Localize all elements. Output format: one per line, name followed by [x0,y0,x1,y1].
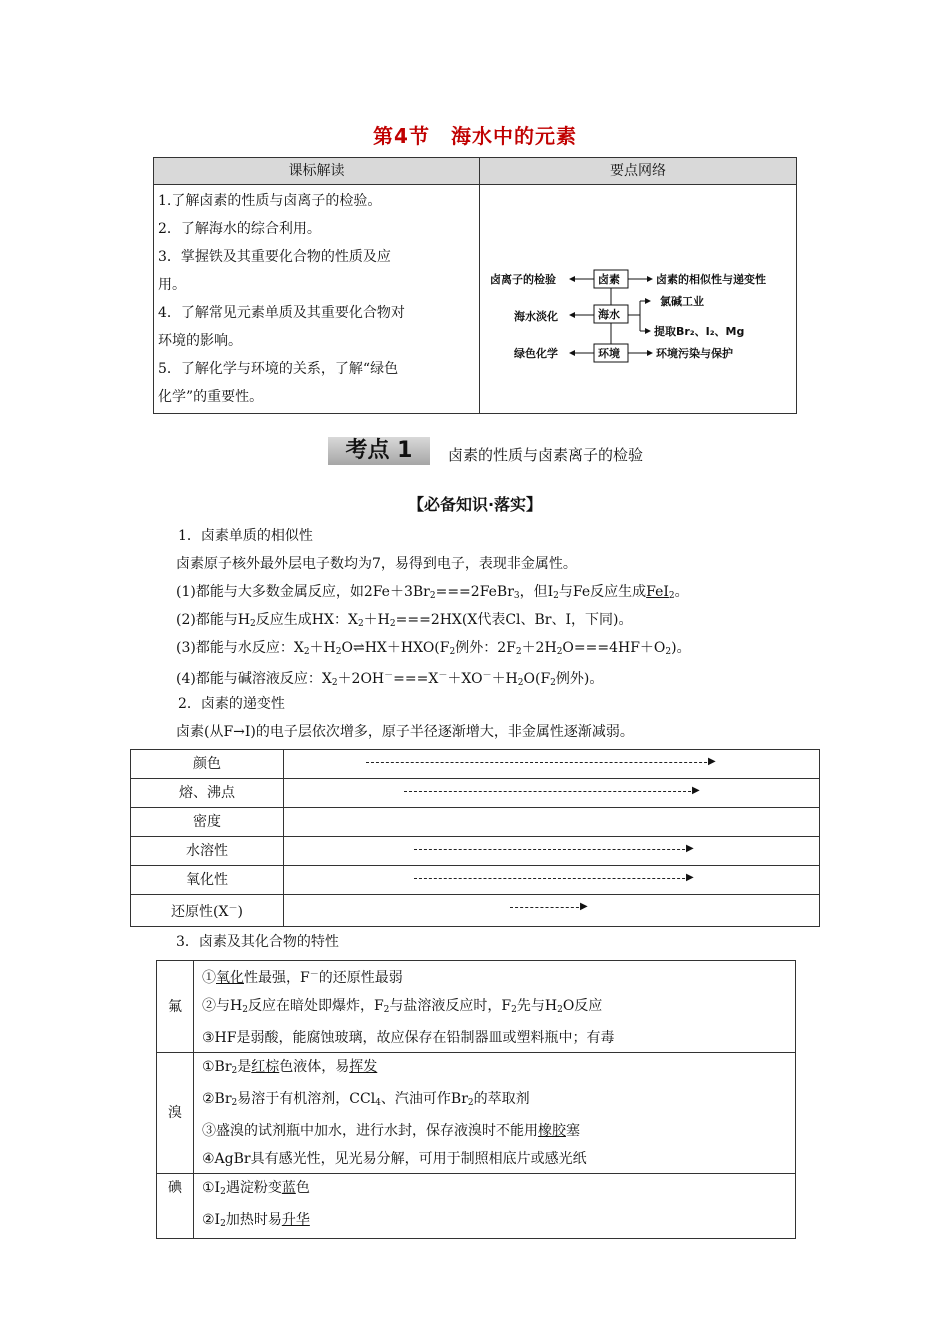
trend-arrow: ▶ [284,750,819,778]
trend-label: 熔、沸点 [131,779,284,808]
objective-line: 3．掌握铁及其重要化合物的性质及应 [158,249,391,265]
trend-cell [284,750,820,779]
similarity-point-4: (4)都能与碱溶液反应：$X_2+2OH^-===X^-+XO^-+H_2O(F_2$例外)。 [176,671,604,688]
element-bromine: 溴 [157,1053,194,1174]
node-extraction: 提取Br₂、I₂、Mg [654,325,745,338]
objective-line: 4．了解常见元素单质及其重要化合物对 [158,305,405,321]
bromine-line-2: $②Br_2$易溶于有机溶剂，CCl$_4$、汽油可作$Br_2$的萃取剂 [202,1091,530,1108]
node-desalination: 海水淡化 [514,310,558,323]
fluorine-line-1: ①氧化性最强，F－的还原性最弱 [202,970,403,986]
objective-line: 2．了解海水的综合利用。 [158,221,321,237]
trend-arrow: ▶ [284,895,819,923]
element-iodine: 碘 [157,1174,194,1239]
trend-cell [284,895,820,927]
section-header: 【必备知识·落实】 [407,495,543,514]
trend-arrow: ▶ [284,779,819,807]
trend-table [130,749,820,927]
table-row [131,837,820,866]
kaodian-title: 卤素的性质与卤素离子的检验 [448,446,644,464]
trend-label: 颜色 [131,750,284,779]
kaodian-badge: 考点 1 [328,437,430,465]
similarity-point-3: (3)都能与水反应：$X_2+H_2O\rightleftharpoons HX+HXO(F_2$例外：$2F_2+2H_2O===4HF+O_2$)。 [176,640,691,657]
overview-table [153,157,797,414]
table-row [131,895,820,927]
table-row [131,808,820,837]
fluorine-line-3: ③HF是弱酸，能腐蚀玻璃，故应保存在铅制器皿或塑料瓶中；有毒 [202,1030,615,1046]
similarity-point-1: (1)都能与大多数金属反应，如$2Fe+3Br_2===2FeBr_3$，但$I_2$与Fe反应生成FeI$_2$。 [176,584,689,601]
objective-line: 用。 [158,277,186,293]
table-row [131,779,820,808]
node-pollution: 环境污染与保护 [656,347,733,360]
trend-cell [284,779,820,808]
objective-line: 化学”的重要性。 [158,389,264,405]
trend-arrow: ▶ [284,837,819,865]
table-row [131,866,820,895]
similarity-heading: 1．卤素单质的相似性 [178,528,313,544]
objective-line: 1.了解卤素的性质与卤离子的检验。 [158,193,382,209]
iodine-line-2: $②I_2$加热时易升华 [202,1212,310,1229]
objectives-header: 课标解读 [154,158,480,185]
page-title: 第4节 海水中的元素 [373,124,577,148]
special-table [156,960,796,1239]
node-seawater: 海水 [598,308,620,321]
bromine-line-3: ③盛溴的试剂瓶中加水，进行水封，保存液溴时不能用橡胶塞 [202,1123,580,1139]
trend-cell [284,866,820,895]
trend-cell [284,837,820,866]
objective-line: 环境的影响。 [158,333,242,349]
trend-label: 氧化性 [131,866,284,895]
network-cell [480,185,797,414]
fluorine-line-2: ②与$H_2$反应在暗处即爆炸，$F_2$与盐溶液反应时，$F_2$先与$H_2O$反应 [202,998,603,1015]
node-halogen: 卤素 [598,273,620,286]
iodine-cell [194,1174,796,1239]
objectives-cell [154,185,480,414]
trend-label: 密度 [131,808,284,837]
node-environment: 环境 [598,347,620,360]
table-row [157,961,796,1053]
iodine-line-1: $①I_2$遇淀粉变蓝色 [202,1180,310,1197]
node-green-chemistry: 绿色化学 [514,347,558,360]
objective-line: 5．了解化学与环境的关系，了解“绿色 [158,361,399,377]
element-fluorine: 氟 [157,961,194,1053]
bromine-line-1: $①Br_2$是红棕色液体，易挥发 [202,1059,378,1076]
table-row [157,1174,796,1239]
concept-network-diagram [480,185,796,407]
trend-label: 还原性(X－) [131,895,284,927]
table-row [157,1053,796,1174]
trend-intro: 卤素(从F→I)的电子层依次增多，原子半径逐渐增大，非金属性逐渐减弱。 [176,724,634,740]
fluorine-cell [194,961,796,1053]
bromine-line-4: ④AgBr具有感光性，见光易分解，可用于制照相底片或感光纸 [202,1151,587,1167]
bromine-cell [194,1053,796,1174]
special-heading: 3．卤素及其化合物的特性 [176,934,339,950]
trend-arrow: ▶ [284,866,819,894]
table-row [131,750,820,779]
trend-heading: 2．卤素的递变性 [178,696,285,712]
trend-label: 水溶性 [131,837,284,866]
trend-cell [284,808,820,837]
node-similarity-trend: 卤素的相似性与递变性 [656,273,766,286]
node-chlor-alkali: 氯碱工业 [660,295,704,308]
network-header: 要点网络 [480,158,797,185]
node-halide-test: 卤离子的检验 [490,273,556,286]
similarity-intro: 卤素原子核外最外层电子数均为7，易得到电子，表现非金属性。 [176,556,577,572]
similarity-point-2: (2)都能与$H_2$反应生成HX：$X_2+H_2===2HX(X$代表Cl、Br、I，下同)。 [176,612,633,629]
